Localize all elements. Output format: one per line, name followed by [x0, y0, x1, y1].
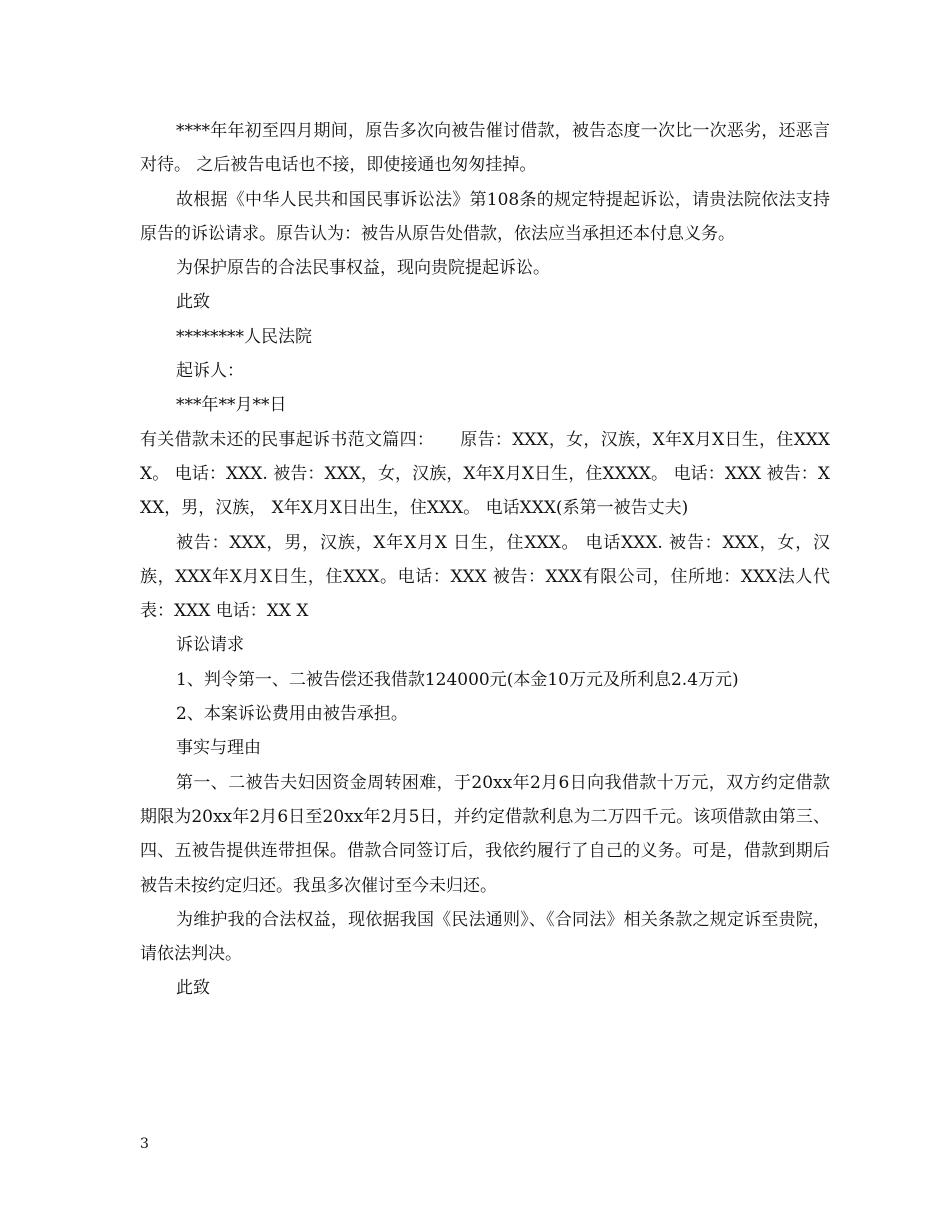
paragraph-legal-basis: 故根据《中华人民共和国民事诉讼法》第108条的规定特提起诉讼，请贵法院依法支持原告的诉讼请求。原告认为：被告从原告处借款，依法应当承担还本付息义务。: [140, 189, 830, 244]
paragraph-protect-rights: 为保护原告的合法民事权益，现向贵院提起诉讼。: [176, 258, 550, 279]
paragraph-closing-salutation: 此致: [176, 978, 210, 999]
paragraph-sample-four-parties: 有关借款未还的民事起诉书范文篇四： 原告：XXX，女，汉族，X年X月X日生，住XXXX。 电话：XXX. 被告：XXX，女，汉族，X年X月X日生，住XXXX。 电话：XXX 被告：XXX，男，汉族， X年X月X日出生，住XXX。 电话XXX(系第一被告丈夫): [140, 429, 830, 519]
paragraph-defendants: 被告：XXX，男，汉族，X年X月X 日生，住XXX。 电话XXX. 被告：XXX，女，汉族，XXX年X月X日生，住XXX。电话：XXX 被告：XXX有限公司，住所地：XXX法人代表：XXX 电话：XX X: [140, 532, 830, 622]
paragraph-claims-heading: 诉讼请求: [176, 635, 244, 656]
paragraph-court-name: ********人民法院: [176, 326, 312, 347]
paragraph-facts-heading: 事实与理由: [176, 738, 261, 759]
document-body: [140, 114, 830, 1006]
paragraph-plaintiff-signature: 起诉人：: [176, 361, 244, 382]
paragraph-request-judgment: 为维护我的合法权益，现依据我国《民法通则》、《合同法》相关条款之规定诉至贵院，请依法判决。: [140, 909, 830, 965]
paragraph-claim-2: 2、本案诉讼费用由被告承担。: [176, 704, 408, 725]
paragraph-dunning: ****年年初至四月期间，原告多次向被告催讨借款，被告态度一次比一次恶劣，还恶言对待。 之后被告电话也不接，即使接通也匆匆挂掉。: [140, 121, 830, 176]
paragraph-claim-1: 1、判令第一、二被告偿还我借款124000元(本金10万元及所利息2.4万元): [176, 669, 739, 690]
page-number: 3: [140, 1136, 149, 1152]
paragraph-facts: 第一、二被告夫妇因资金周转困难，于20xx年2月6日向我借款十万元，双方约定借款期限为20xx年2月6日至20xx年2月5日，并约定借款利息为二万四千元。该项借款由第三、四、五被告提供连带担保。借款合同签订后，我依约履行了自己的义务。可是，借款到期后被告未按约定归还。我虽多次催讨至今未归还。: [140, 772, 830, 896]
paragraph-salutation: 此致: [176, 292, 210, 313]
paragraph-date: ***年**月**日: [176, 395, 287, 416]
